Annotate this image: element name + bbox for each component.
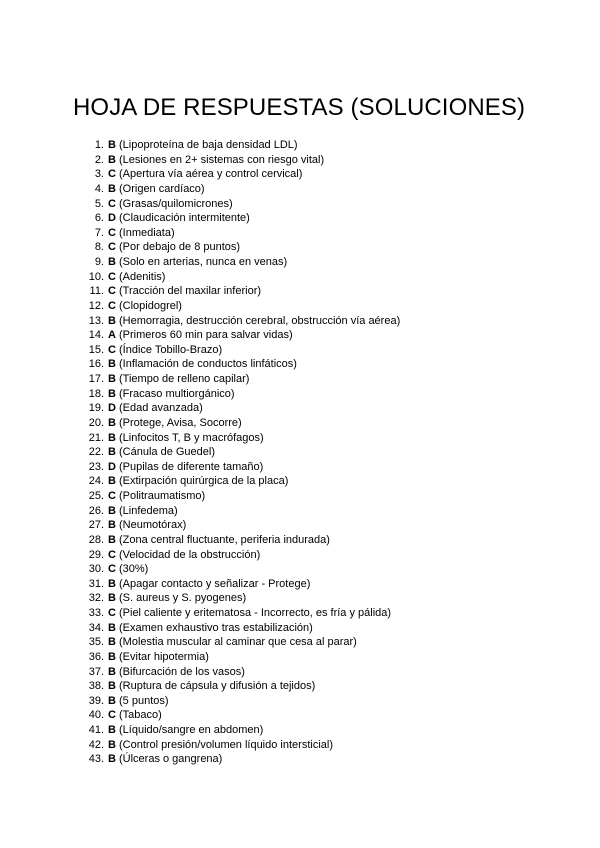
answer-explanation: (Ruptura de cápsula y difusión a tejidos)	[119, 680, 316, 693]
answer-number: 13.	[88, 314, 104, 327]
answer-explanation: (Por debajo de 8 puntos)	[119, 241, 241, 254]
answer-number: 21.	[88, 431, 104, 444]
answer-explanation: (Pupilas de diferente tamaño)	[119, 460, 264, 473]
answer-letter: B	[108, 358, 116, 371]
answer-number: 23.	[88, 460, 104, 473]
answer-letter: C	[108, 299, 116, 312]
answer-number: 43.	[88, 753, 104, 766]
answer-number: 29.	[88, 548, 104, 561]
answer-letter: B	[108, 314, 116, 327]
answer-explanation: (5 puntos)	[119, 694, 169, 707]
answer-number: 11.	[89, 285, 104, 298]
answer-number: 17.	[88, 373, 104, 385]
answer-letter: B	[108, 738, 116, 751]
answer-letter: B	[108, 636, 116, 649]
answer-number: 4.	[94, 182, 104, 195]
answer-explanation: (Bifurcación de los vasos)	[119, 665, 245, 678]
answer-number: 36.	[88, 650, 104, 663]
answer-number: 10.	[88, 270, 104, 283]
answer-number: 2.	[94, 153, 104, 166]
answer-letter: C	[108, 285, 116, 298]
answer-explanation: (Zona central fluctuante, periferia indurada)	[119, 533, 330, 546]
answer-explanation: (Protege, Avisa, Socorre)	[119, 416, 242, 429]
answer-explanation: (Claudicación intermitente)	[119, 212, 250, 225]
answer-number: 20.	[88, 416, 104, 429]
answer-number: 14.	[88, 329, 104, 342]
answer-explanation: (Lipoproteína de baja densidad LDL)	[119, 139, 298, 151]
answer-number: 6.	[94, 212, 104, 225]
answer-explanation: (Control presión/volumen líquido intersticial)	[119, 738, 333, 751]
answer-letter: B	[108, 139, 116, 151]
answer-explanation: (Líquido/sangre en abdomen)	[119, 724, 264, 736]
answer-explanation: (Extirpación quirúrgica de la placa)	[119, 475, 289, 488]
answer-letter: B	[108, 153, 116, 166]
answer-letter: D	[108, 402, 116, 415]
answer-letter: B	[108, 387, 116, 400]
answer-explanation: (Inmediata)	[119, 226, 175, 239]
answer-explanation: (Tiempo de relleno capilar)	[119, 373, 250, 385]
answer-explanation: (Molestia muscular al caminar que cesa al parar)	[119, 636, 357, 649]
answer-number: 32.	[88, 592, 104, 605]
answer-number: 35.	[88, 636, 104, 649]
answer-letter: B	[108, 182, 116, 195]
answer-letter: B	[108, 650, 116, 663]
answer-number: 9.	[94, 256, 104, 268]
answer-letter: B	[108, 724, 116, 736]
answer-number: 7.	[94, 226, 104, 239]
answer-number: 12.	[88, 299, 104, 312]
answer-letter: C	[108, 490, 116, 502]
answer-letter: C	[108, 226, 116, 239]
answer-explanation: (Clopidogrel)	[119, 299, 182, 312]
answer-letter: C	[108, 563, 116, 576]
answer-explanation: (Velocidad de la obstrucción)	[119, 548, 261, 561]
answer-explanation: (Politraumatismo)	[119, 490, 206, 502]
answer-letter: B	[108, 621, 116, 634]
page-title: HOJA DE RESPUESTAS (SOLUCIONES)	[73, 94, 526, 121]
answer-explanation: (Tracción del maxilar inferior)	[119, 285, 262, 298]
answer-number: 31.	[88, 577, 104, 590]
answer-letter: B	[108, 519, 116, 532]
answer-letter: C	[108, 343, 116, 356]
answer-number: 33.	[88, 607, 104, 619]
answer-letter: C	[108, 197, 116, 210]
answer-number: 26.	[88, 504, 104, 517]
answer-letter: C	[108, 607, 116, 619]
answer-explanation: (Hemorragia, destrucción cerebral, obstrucción vía aérea)	[119, 314, 401, 327]
answer-number: 28.	[88, 533, 104, 546]
answer-letter: B	[108, 753, 116, 766]
answer-letter: B	[108, 680, 116, 693]
answer-letter: B	[108, 592, 116, 605]
answer-number: 41.	[88, 724, 104, 736]
answer-letter: C	[108, 548, 116, 561]
answer-number: 37.	[88, 665, 104, 678]
answer-number: 30.	[88, 563, 104, 576]
answer-explanation: (Apagar contacto y señalizar - Protege)	[119, 577, 311, 590]
answer-number: 42.	[88, 738, 104, 751]
answer-number: 16.	[88, 358, 104, 371]
answer-explanation: (Úlceras o gangrena)	[119, 753, 223, 766]
answer-letter: A	[108, 329, 116, 342]
answer-explanation: (S. aureus y S. pyogenes)	[119, 592, 247, 605]
answer-number: 27.	[88, 519, 104, 532]
answer-explanation: (Apertura vía aérea y control cervical)	[119, 168, 303, 181]
answer-number: 38.	[88, 680, 104, 693]
answer-letter: B	[108, 694, 116, 707]
answer-explanation: (Linfedema)	[119, 504, 178, 517]
answer-explanation: (Linfocitos T, B y macrófagos)	[119, 431, 264, 444]
answer-number: 39.	[88, 694, 104, 707]
answer-letter: B	[108, 577, 116, 590]
answer-explanation: (Primeros 60 min para salvar vidas)	[119, 329, 293, 342]
answer-explanation: (Tabaco)	[119, 709, 162, 722]
answer-explanation: (Cánula de Guedel)	[119, 446, 216, 459]
answer-letter: C	[108, 168, 116, 181]
answer-number: 8.	[94, 241, 104, 254]
answer-explanation: (Piel caliente y eritematosa - Incorrecto, es fría y pálida)	[119, 607, 392, 619]
answer-explanation: (Fracaso multiorgánico)	[119, 387, 235, 400]
answer-number: 19.	[88, 402, 104, 415]
answer-letter: B	[108, 373, 116, 385]
answer-explanation: (Neumotórax)	[119, 519, 187, 532]
answer-letter: D	[108, 460, 116, 473]
answer-number: 5.	[94, 197, 104, 210]
answer-number: 3.	[94, 168, 104, 181]
answer-number: 22.	[88, 446, 104, 459]
answer-number: 25.	[88, 490, 104, 502]
answer-letter: B	[108, 475, 116, 488]
answer-number: 24.	[88, 475, 104, 488]
answer-letter: B	[108, 446, 116, 459]
answer-letter: D	[108, 212, 116, 225]
answer-explanation: (Edad avanzada)	[119, 402, 203, 415]
answer-explanation: (Origen cardíaco)	[119, 182, 205, 195]
answer-letter: B	[108, 431, 116, 444]
answer-number: 1.	[94, 139, 104, 151]
answer-letter: B	[108, 256, 116, 268]
answer-number: 15.	[88, 343, 104, 356]
answer-explanation: (30%)	[119, 563, 149, 576]
answer-letter: B	[108, 665, 116, 678]
answer-number: 18.	[88, 387, 104, 400]
answer-number: 34.	[88, 621, 104, 634]
answer-explanation: (Inflamación de conductos linfáticos)	[119, 358, 297, 371]
answer-letter: C	[108, 241, 116, 254]
answer-number: 40.	[88, 709, 104, 722]
answer-explanation: (Solo en arterias, nunca en venas)	[119, 256, 288, 268]
answer-letter: C	[108, 709, 116, 722]
answer-explanation: (Adenitis)	[119, 270, 166, 283]
answer-letter: B	[108, 504, 116, 517]
answer-letter: B	[108, 416, 116, 429]
answer-letter: C	[108, 270, 116, 283]
answer-explanation: (Índice Tobillo-Brazo)	[119, 343, 223, 356]
answer-explanation: (Evitar hipotermia)	[119, 650, 209, 663]
answer-explanation: (Grasas/quilomicrones)	[119, 197, 233, 210]
answer-explanation: (Lesiones en 2+ sistemas con riesgo vital)	[119, 153, 325, 166]
answer-letter: B	[108, 533, 116, 546]
answer-explanation: (Examen exhaustivo tras estabilización)	[119, 621, 313, 634]
